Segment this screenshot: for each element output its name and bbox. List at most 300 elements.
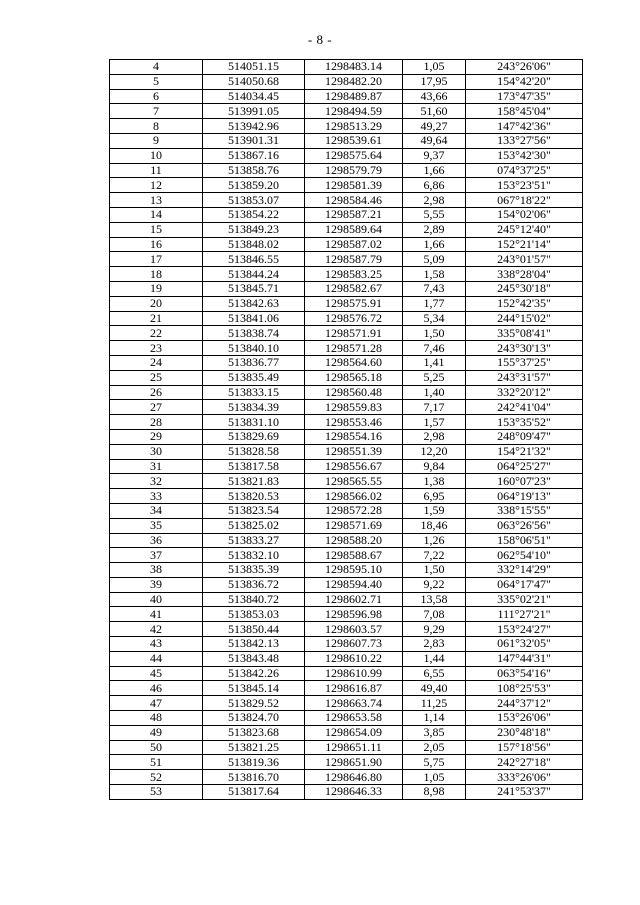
direction-angle-cell: 133°27'56" — [466, 133, 583, 148]
x-coordinate-cell: 513829.52 — [203, 696, 305, 711]
x-coordinate-cell: 513834.39 — [203, 400, 305, 415]
segment-length-cell: 1,66 — [403, 163, 466, 178]
table-row — [110, 415, 583, 430]
x-coordinate-cell: 513838.74 — [203, 326, 305, 341]
direction-angle-cell: 062°54'10" — [466, 548, 583, 563]
segment-length-cell: 9,37 — [403, 148, 466, 163]
segment-length-cell: 12,20 — [403, 444, 466, 459]
segment-length-cell: 17,95 — [403, 74, 466, 89]
x-coordinate-cell: 513829.69 — [203, 429, 305, 444]
y-coordinate-cell: 1298663.74 — [305, 696, 403, 711]
point-number-cell: 5 — [110, 74, 203, 89]
y-coordinate-cell: 1298603.57 — [305, 622, 403, 637]
point-number-cell: 7 — [110, 104, 203, 119]
table-row — [110, 666, 583, 681]
point-number-cell: 4 — [110, 60, 203, 75]
direction-angle-cell: 064°19'13" — [466, 489, 583, 504]
y-coordinate-cell: 1298571.69 — [305, 518, 403, 533]
segment-length-cell: 6,86 — [403, 178, 466, 193]
x-coordinate-cell: 513842.63 — [203, 296, 305, 311]
y-coordinate-cell: 1298566.02 — [305, 489, 403, 504]
table-row — [110, 563, 583, 578]
direction-angle-cell: 154°42'20" — [466, 74, 583, 89]
direction-angle-cell: 152°21'14" — [466, 237, 583, 252]
direction-angle-cell: 230°48'18" — [466, 725, 583, 740]
segment-length-cell: 7,17 — [403, 400, 466, 415]
x-coordinate-cell: 513823.54 — [203, 503, 305, 518]
table-row — [110, 444, 583, 459]
table-row — [110, 222, 583, 237]
segment-length-cell: 1,26 — [403, 533, 466, 548]
y-coordinate-cell: 1298581.39 — [305, 178, 403, 193]
y-coordinate-cell: 1298583.25 — [305, 267, 403, 282]
x-coordinate-cell: 513836.77 — [203, 355, 305, 370]
x-coordinate-cell: 513858.76 — [203, 163, 305, 178]
y-coordinate-cell: 1298610.22 — [305, 651, 403, 666]
segment-length-cell: 1,77 — [403, 296, 466, 311]
direction-angle-cell: 147°44'31" — [466, 651, 583, 666]
point-number-cell: 31 — [110, 459, 203, 474]
point-number-cell: 14 — [110, 207, 203, 222]
table-row — [110, 785, 583, 800]
table-row — [110, 281, 583, 296]
x-coordinate-cell: 513843.48 — [203, 651, 305, 666]
table-row — [110, 89, 583, 104]
table-row — [110, 696, 583, 711]
x-coordinate-cell: 513836.72 — [203, 577, 305, 592]
x-coordinate-cell: 513820.53 — [203, 489, 305, 504]
point-number-cell: 25 — [110, 370, 203, 385]
table-row — [110, 178, 583, 193]
page-number: - 8 - — [307, 32, 333, 47]
y-coordinate-cell: 1298588.20 — [305, 533, 403, 548]
direction-angle-cell: 338°15'55" — [466, 503, 583, 518]
table-row — [110, 740, 583, 755]
point-number-cell: 6 — [110, 89, 203, 104]
y-coordinate-cell: 1298575.64 — [305, 148, 403, 163]
segment-length-cell: 2,05 — [403, 740, 466, 755]
table-row — [110, 725, 583, 740]
y-coordinate-cell: 1298651.90 — [305, 755, 403, 770]
y-coordinate-cell: 1298587.02 — [305, 237, 403, 252]
x-coordinate-cell: 513842.13 — [203, 637, 305, 652]
direction-angle-cell: 248°09'47" — [466, 429, 583, 444]
direction-angle-cell: 243°31'57" — [466, 370, 583, 385]
table-row — [110, 74, 583, 89]
segment-length-cell: 1,44 — [403, 651, 466, 666]
segment-length-cell: 2,89 — [403, 222, 466, 237]
direction-angle-cell: 153°23'51" — [466, 178, 583, 193]
table-row — [110, 133, 583, 148]
x-coordinate-cell: 513844.24 — [203, 267, 305, 282]
x-coordinate-cell: 513835.49 — [203, 370, 305, 385]
table-row — [110, 474, 583, 489]
y-coordinate-cell: 1298571.28 — [305, 341, 403, 356]
point-number-cell: 38 — [110, 563, 203, 578]
segment-length-cell: 1,14 — [403, 711, 466, 726]
x-coordinate-cell: 513840.10 — [203, 341, 305, 356]
direction-angle-cell: 067°18'22" — [466, 193, 583, 208]
table-row — [110, 755, 583, 770]
table-row — [110, 489, 583, 504]
table-row — [110, 533, 583, 548]
y-coordinate-cell: 1298646.80 — [305, 770, 403, 785]
y-coordinate-cell: 1298489.87 — [305, 89, 403, 104]
segment-length-cell: 6,95 — [403, 489, 466, 504]
direction-angle-cell: 245°12'40" — [466, 222, 583, 237]
direction-angle-cell: 332°20'12" — [466, 385, 583, 400]
segment-length-cell: 18,46 — [403, 518, 466, 533]
direction-angle-cell: 244°15'02" — [466, 311, 583, 326]
segment-length-cell: 9,84 — [403, 459, 466, 474]
segment-length-cell: 1,05 — [403, 60, 466, 75]
table-row — [110, 237, 583, 252]
point-number-cell: 26 — [110, 385, 203, 400]
y-coordinate-cell: 1298482.20 — [305, 74, 403, 89]
point-number-cell: 18 — [110, 267, 203, 282]
table-row — [110, 311, 583, 326]
point-number-cell: 13 — [110, 193, 203, 208]
point-number-cell: 40 — [110, 592, 203, 607]
x-coordinate-cell: 513817.58 — [203, 459, 305, 474]
x-coordinate-cell: 513853.03 — [203, 607, 305, 622]
segment-length-cell: 1,50 — [403, 326, 466, 341]
direction-angle-cell: 158°45'04" — [466, 104, 583, 119]
x-coordinate-cell: 514050.68 — [203, 74, 305, 89]
table-row — [110, 711, 583, 726]
direction-angle-cell: 061°32'05" — [466, 637, 583, 652]
y-coordinate-cell: 1298588.67 — [305, 548, 403, 563]
segment-length-cell: 7,22 — [403, 548, 466, 563]
segment-length-cell: 1,38 — [403, 474, 466, 489]
segment-length-cell: 2,83 — [403, 637, 466, 652]
direction-angle-cell: 245°30'18" — [466, 281, 583, 296]
x-coordinate-cell: 513841.06 — [203, 311, 305, 326]
point-number-cell: 23 — [110, 341, 203, 356]
x-coordinate-cell: 513867.16 — [203, 148, 305, 163]
segment-length-cell: 3,85 — [403, 725, 466, 740]
segment-length-cell: 6,55 — [403, 666, 466, 681]
x-coordinate-cell: 513816.70 — [203, 770, 305, 785]
y-coordinate-cell: 1298607.73 — [305, 637, 403, 652]
x-coordinate-cell: 513824.70 — [203, 711, 305, 726]
direction-angle-cell: 153°42'30" — [466, 148, 583, 163]
segment-length-cell: 2,98 — [403, 193, 466, 208]
x-coordinate-cell: 513854.22 — [203, 207, 305, 222]
segment-length-cell: 1,59 — [403, 503, 466, 518]
x-coordinate-cell: 513991.05 — [203, 104, 305, 119]
table-row — [110, 355, 583, 370]
point-number-cell: 17 — [110, 252, 203, 267]
direction-angle-cell: 108°25'53" — [466, 681, 583, 696]
y-coordinate-cell: 1298595.10 — [305, 563, 403, 578]
table-row — [110, 548, 583, 563]
point-number-cell: 46 — [110, 681, 203, 696]
point-number-cell: 48 — [110, 711, 203, 726]
x-coordinate-cell: 513901.31 — [203, 133, 305, 148]
point-number-cell: 45 — [110, 666, 203, 681]
point-number-cell: 35 — [110, 518, 203, 533]
direction-angle-cell: 064°25'27" — [466, 459, 583, 474]
table-row — [110, 252, 583, 267]
direction-angle-cell: 155°37'25" — [466, 355, 583, 370]
segment-length-cell: 1,50 — [403, 563, 466, 578]
segment-length-cell: 11,25 — [403, 696, 466, 711]
point-number-cell: 19 — [110, 281, 203, 296]
point-number-cell: 36 — [110, 533, 203, 548]
y-coordinate-cell: 1298584.46 — [305, 193, 403, 208]
y-coordinate-cell: 1298575.91 — [305, 296, 403, 311]
segment-length-cell: 5,55 — [403, 207, 466, 222]
x-coordinate-cell: 513842.26 — [203, 666, 305, 681]
table-row — [110, 607, 583, 622]
point-number-cell: 8 — [110, 119, 203, 134]
direction-angle-cell: 074°37'25" — [466, 163, 583, 178]
x-coordinate-cell: 513849.23 — [203, 222, 305, 237]
point-number-cell: 50 — [110, 740, 203, 755]
table-row — [110, 104, 583, 119]
y-coordinate-cell: 1298651.11 — [305, 740, 403, 755]
table-row — [110, 119, 583, 134]
x-coordinate-cell: 513828.58 — [203, 444, 305, 459]
y-coordinate-cell: 1298553.46 — [305, 415, 403, 430]
direction-angle-cell: 063°26'56" — [466, 518, 583, 533]
y-coordinate-cell: 1298589.64 — [305, 222, 403, 237]
direction-angle-cell: 064°17'47" — [466, 577, 583, 592]
y-coordinate-cell: 1298576.72 — [305, 311, 403, 326]
point-number-cell: 27 — [110, 400, 203, 415]
point-number-cell: 10 — [110, 148, 203, 163]
y-coordinate-cell: 1298564.60 — [305, 355, 403, 370]
segment-length-cell: 7,46 — [403, 341, 466, 356]
segment-length-cell: 9,29 — [403, 622, 466, 637]
direction-angle-cell: 173°47'35" — [466, 89, 583, 104]
x-coordinate-cell: 513833.27 — [203, 533, 305, 548]
direction-angle-cell: 147°42'36" — [466, 119, 583, 134]
table-row — [110, 370, 583, 385]
y-coordinate-cell: 1298513.29 — [305, 119, 403, 134]
point-number-cell: 16 — [110, 237, 203, 252]
y-coordinate-cell: 1298494.59 — [305, 104, 403, 119]
table-row — [110, 429, 583, 444]
point-number-cell: 28 — [110, 415, 203, 430]
x-coordinate-cell: 513833.15 — [203, 385, 305, 400]
direction-angle-cell: 338°28'04" — [466, 267, 583, 282]
point-number-cell: 41 — [110, 607, 203, 622]
y-coordinate-cell: 1298587.79 — [305, 252, 403, 267]
y-coordinate-cell: 1298610.99 — [305, 666, 403, 681]
y-coordinate-cell: 1298560.48 — [305, 385, 403, 400]
x-coordinate-cell: 513823.68 — [203, 725, 305, 740]
segment-length-cell: 49,64 — [403, 133, 466, 148]
y-coordinate-cell: 1298594.40 — [305, 577, 403, 592]
point-number-cell: 49 — [110, 725, 203, 740]
direction-angle-cell: 333°26'06" — [466, 770, 583, 785]
segment-length-cell: 49,40 — [403, 681, 466, 696]
direction-angle-cell: 244°37'12" — [466, 696, 583, 711]
point-number-cell: 32 — [110, 474, 203, 489]
table-row — [110, 637, 583, 652]
direction-angle-cell: 335°02'21" — [466, 592, 583, 607]
segment-length-cell: 5,09 — [403, 252, 466, 267]
x-coordinate-cell: 513821.25 — [203, 740, 305, 755]
point-number-cell: 12 — [110, 178, 203, 193]
table-row — [110, 163, 583, 178]
point-number-cell: 43 — [110, 637, 203, 652]
table-row — [110, 577, 583, 592]
table-row — [110, 518, 583, 533]
segment-length-cell: 51,60 — [403, 104, 466, 119]
direction-angle-cell: 242°41'04" — [466, 400, 583, 415]
point-number-cell: 42 — [110, 622, 203, 637]
segment-length-cell: 5,75 — [403, 755, 466, 770]
direction-angle-cell: 152°42'35" — [466, 296, 583, 311]
y-coordinate-cell: 1298559.83 — [305, 400, 403, 415]
x-coordinate-cell: 513853.07 — [203, 193, 305, 208]
x-coordinate-cell: 513859.20 — [203, 178, 305, 193]
y-coordinate-cell: 1298556.67 — [305, 459, 403, 474]
table-row — [110, 193, 583, 208]
table-row — [110, 770, 583, 785]
point-number-cell: 21 — [110, 311, 203, 326]
point-number-cell: 52 — [110, 770, 203, 785]
x-coordinate-cell: 513825.02 — [203, 518, 305, 533]
segment-length-cell: 1,41 — [403, 355, 466, 370]
direction-angle-cell: 158°06'51" — [466, 533, 583, 548]
y-coordinate-cell: 1298582.67 — [305, 281, 403, 296]
table-row — [110, 592, 583, 607]
direction-angle-cell: 154°21'32" — [466, 444, 583, 459]
direction-angle-cell: 157°18'56" — [466, 740, 583, 755]
direction-angle-cell: 242°27'18" — [466, 755, 583, 770]
y-coordinate-cell: 1298539.61 — [305, 133, 403, 148]
table-row — [110, 503, 583, 518]
x-coordinate-cell: 513831.10 — [203, 415, 305, 430]
y-coordinate-cell: 1298565.18 — [305, 370, 403, 385]
x-coordinate-cell: 513848.02 — [203, 237, 305, 252]
point-number-cell: 33 — [110, 489, 203, 504]
x-coordinate-cell: 513845.71 — [203, 281, 305, 296]
point-number-cell: 9 — [110, 133, 203, 148]
table-row — [110, 385, 583, 400]
table-row — [110, 267, 583, 282]
direction-angle-cell: 243°01'57" — [466, 252, 583, 267]
x-coordinate-cell: 513835.39 — [203, 563, 305, 578]
table-row — [110, 148, 583, 163]
table-row — [110, 207, 583, 222]
segment-length-cell: 9,22 — [403, 577, 466, 592]
y-coordinate-cell: 1298596.98 — [305, 607, 403, 622]
segment-length-cell: 1,40 — [403, 385, 466, 400]
x-coordinate-cell: 513821.83 — [203, 474, 305, 489]
point-number-cell: 11 — [110, 163, 203, 178]
point-number-cell: 20 — [110, 296, 203, 311]
direction-angle-cell: 153°24'27" — [466, 622, 583, 637]
direction-angle-cell: 063°54'16" — [466, 666, 583, 681]
direction-angle-cell: 332°14'29" — [466, 563, 583, 578]
x-coordinate-cell: 513840.72 — [203, 592, 305, 607]
point-number-cell: 37 — [110, 548, 203, 563]
direction-angle-cell: 160°07'23" — [466, 474, 583, 489]
point-number-cell: 39 — [110, 577, 203, 592]
y-coordinate-cell: 1298654.09 — [305, 725, 403, 740]
table-row — [110, 341, 583, 356]
x-coordinate-cell: 513850.44 — [203, 622, 305, 637]
x-coordinate-cell: 514051.15 — [203, 60, 305, 75]
direction-angle-cell: 111°27'21" — [466, 607, 583, 622]
x-coordinate-cell: 513832.10 — [203, 548, 305, 563]
x-coordinate-cell: 513846.55 — [203, 252, 305, 267]
point-number-cell: 44 — [110, 651, 203, 666]
direction-angle-cell: 335°08'41" — [466, 326, 583, 341]
point-number-cell: 53 — [110, 785, 203, 800]
table-row — [110, 326, 583, 341]
x-coordinate-cell: 513845.14 — [203, 681, 305, 696]
y-coordinate-cell: 1298565.55 — [305, 474, 403, 489]
y-coordinate-cell: 1298602.71 — [305, 592, 403, 607]
y-coordinate-cell: 1298572.28 — [305, 503, 403, 518]
y-coordinate-cell: 1298579.79 — [305, 163, 403, 178]
table-row — [110, 622, 583, 637]
y-coordinate-cell: 1298653.58 — [305, 711, 403, 726]
point-number-cell: 15 — [110, 222, 203, 237]
table-row — [110, 400, 583, 415]
point-number-cell: 34 — [110, 503, 203, 518]
table-row — [110, 651, 583, 666]
point-number-cell: 22 — [110, 326, 203, 341]
point-number-cell: 24 — [110, 355, 203, 370]
y-coordinate-cell: 1298587.21 — [305, 207, 403, 222]
segment-length-cell: 1,57 — [403, 415, 466, 430]
segment-length-cell: 7,43 — [403, 281, 466, 296]
direction-angle-cell: 153°35'52" — [466, 415, 583, 430]
point-number-cell: 30 — [110, 444, 203, 459]
y-coordinate-cell: 1298571.91 — [305, 326, 403, 341]
y-coordinate-cell: 1298554.16 — [305, 429, 403, 444]
segment-length-cell: 1,58 — [403, 267, 466, 282]
y-coordinate-cell: 1298551.39 — [305, 444, 403, 459]
table-row — [110, 459, 583, 474]
segment-length-cell: 1,05 — [403, 770, 466, 785]
segment-length-cell: 5,25 — [403, 370, 466, 385]
y-coordinate-cell: 1298616.87 — [305, 681, 403, 696]
segment-length-cell: 8,98 — [403, 785, 466, 800]
direction-angle-cell: 241°53'37" — [466, 785, 583, 800]
table-row — [110, 296, 583, 311]
point-number-cell: 51 — [110, 755, 203, 770]
direction-angle-cell: 243°30'13" — [466, 341, 583, 356]
segment-length-cell: 7,08 — [403, 607, 466, 622]
direction-angle-cell: 243°26'06" — [466, 60, 583, 75]
y-coordinate-cell: 1298483.14 — [305, 60, 403, 75]
table-row — [110, 681, 583, 696]
segment-length-cell: 13,58 — [403, 592, 466, 607]
segment-length-cell: 2,98 — [403, 429, 466, 444]
y-coordinate-cell: 1298646.33 — [305, 785, 403, 800]
segment-length-cell: 1,66 — [403, 237, 466, 252]
direction-angle-cell: 153°26'06" — [466, 711, 583, 726]
point-number-cell: 29 — [110, 429, 203, 444]
segment-length-cell: 49,27 — [403, 119, 466, 134]
coordinates-table — [109, 59, 583, 800]
point-number-cell: 47 — [110, 696, 203, 711]
segment-length-cell: 5,34 — [403, 311, 466, 326]
segment-length-cell: 43,66 — [403, 89, 466, 104]
x-coordinate-cell: 513819.36 — [203, 755, 305, 770]
direction-angle-cell: 154°02'06" — [466, 207, 583, 222]
table-row — [110, 60, 583, 75]
x-coordinate-cell: 513942.96 — [203, 119, 305, 134]
